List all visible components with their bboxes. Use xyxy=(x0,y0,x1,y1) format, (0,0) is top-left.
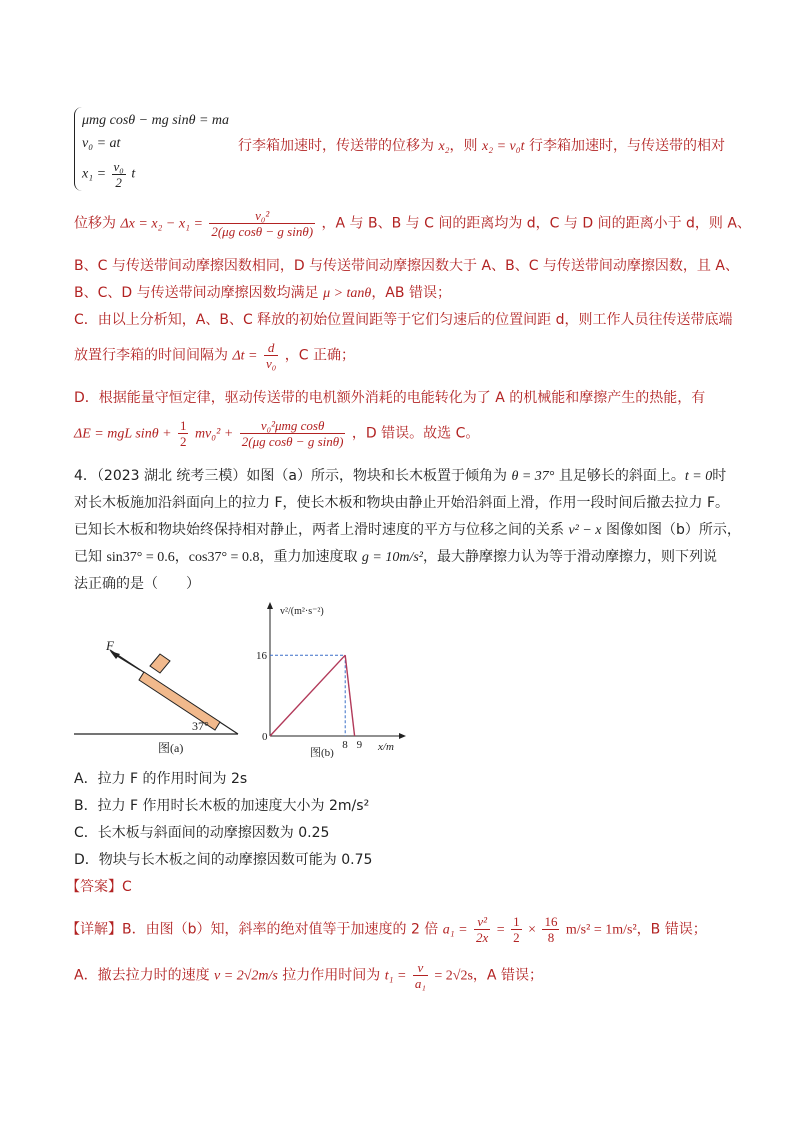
figure-a-caption: 图(a) xyxy=(158,741,184,755)
paragraph-friction-comparison: B、C 与传送带间动摩擦因数相同，D 与传送带间动摩擦因数大于 A、B、C 与传送带间动摩擦因数，且 A、 xyxy=(74,258,739,274)
y-tick-16: 16 xyxy=(256,650,267,663)
x-axis-arrow xyxy=(399,733,406,739)
figure-b-caption: 图(b) xyxy=(310,747,334,758)
answer xyxy=(66,877,724,897)
option-b: B．拉力 F 作用时长木板的加速度大小为 2m/s² xyxy=(74,798,370,814)
y-axis-arrow xyxy=(267,602,273,609)
detail-line-2: A．撤去拉力时的速度 v = 2√2m/s 拉力作用时间为 t₁ = $\frac{v}{\text{a₁}}$ = 2√2s，A 错误； xyxy=(74,960,543,991)
equation-1: μmg cosθ − mg sinθ = ma xyxy=(82,113,230,128)
question-4-line-4: 已知 sin37° = 0.6，cos37° = 0.8，重力加速度取 g = 10m/s²，最大静摩擦力认为等于滑动摩擦力，则下列说 xyxy=(74,549,717,565)
equation-2: v₀ = at xyxy=(82,136,121,151)
detail-tag: 【详解】 xyxy=(66,921,122,938)
option-c-analysis-2: 放置行李箱的时间间隔为 Δt = $\frac{d}{\text{v₀}}$ ，C 正确； xyxy=(74,340,355,371)
origin-label: 0 xyxy=(262,731,268,743)
option-a: A．拉力 F 的作用时间为 2s xyxy=(74,771,248,787)
question-4-line-3: 已知长木板和物块始终保持相对静止，两者上滑时速度的平方与位移之间的关系 v² − x 图像如图（b）所示， xyxy=(74,522,741,538)
question-4-line-5: 法正确的是（ ） xyxy=(74,576,200,592)
paragraph-friction-condition: B、C、D 与传送带间动摩擦因数均满足 μ > tanθ，AB 错误； xyxy=(74,285,451,301)
force-label: F xyxy=(106,638,114,653)
series-segment-2 xyxy=(345,655,354,736)
option-d-analysis-2: ΔE = mgL sinθ + $\frac{1}{2}$ mv₀² + $\frac{\text{v₀²μmg cosθ}}{\text{2(μg cosθ − g sinθ)}}$ ，D 错误。故选 C。 xyxy=(74,418,480,449)
equation-3: x₁ = $\frac{\text{v₀}}{2}$ t xyxy=(82,159,136,190)
paragraph-relative-displacement: 行李箱加速时，传送带的位移为 x₂，则 x₂ = v₀t 行李箱加速时，与传送带的相对 xyxy=(238,138,725,154)
block xyxy=(150,654,170,673)
question-4-line-1: 4．（2023 湖北 统考三模）如图（a）所示，物块和长木板置于倾角为 θ = 37° 且足够长的斜面上。t = 0时 xyxy=(74,468,727,484)
x-tick-8: 8 xyxy=(342,739,348,751)
x-tick-9: 9 xyxy=(356,739,363,751)
paragraph-displacement-formula: 位移为 Δx = x₂ − x₁ = $\frac{\text{v₀²}}{\text{2(μg cosθ − g sinθ)}}$ ，A 与 B、B 与 C 间的距离均为 d，C 与 D 间的距离小于 d，则 A、 xyxy=(74,208,751,239)
answer-value: C xyxy=(122,879,132,895)
option-c-analysis-1: C．由以上分析知，A、B、C 释放的初始位置间距等于它们匀速后的位置间距 d，则工作人员往传送带底端 xyxy=(74,312,733,328)
question-4-line-2: 对长木板施加沿斜面向上的拉力 F，使长木板和物块由静止开始沿斜面上滑，作用一段时间后撤去拉力 F。 xyxy=(74,495,730,511)
detail-line-1: 【详解】B．由图（b）知，斜率的绝对值等于加速度的 2 倍 a₁ = $\frac{\text{v²}}{2x}$ = $\frac{1}{2}$ × $\frac{16}{8}$ m/s² = 1m/s²，B 错误； xyxy=(66,914,707,945)
angle-label: 37° xyxy=(192,719,209,733)
x-axis-label: x/m xyxy=(378,741,394,753)
option-d: D．物块与长木板之间的动摩擦因数可能为 0.75 xyxy=(74,852,373,868)
series-segment-1 xyxy=(270,655,345,736)
option-d-analysis-1: D．根据能量守恒定律，驱动传送带的电机额外消耗的电能转化为了 A 的机械能和摩擦产生的热能，有 xyxy=(74,390,706,406)
y-axis-label: v²/(m²·s⁻²) xyxy=(280,606,324,617)
figure-a-incline xyxy=(70,636,246,756)
figure-b-chart xyxy=(252,602,412,758)
answer-tag: 【答案】 xyxy=(66,879,122,895)
option-c: C．长木板与斜面间的动摩擦因数为 0.25 xyxy=(74,825,330,841)
